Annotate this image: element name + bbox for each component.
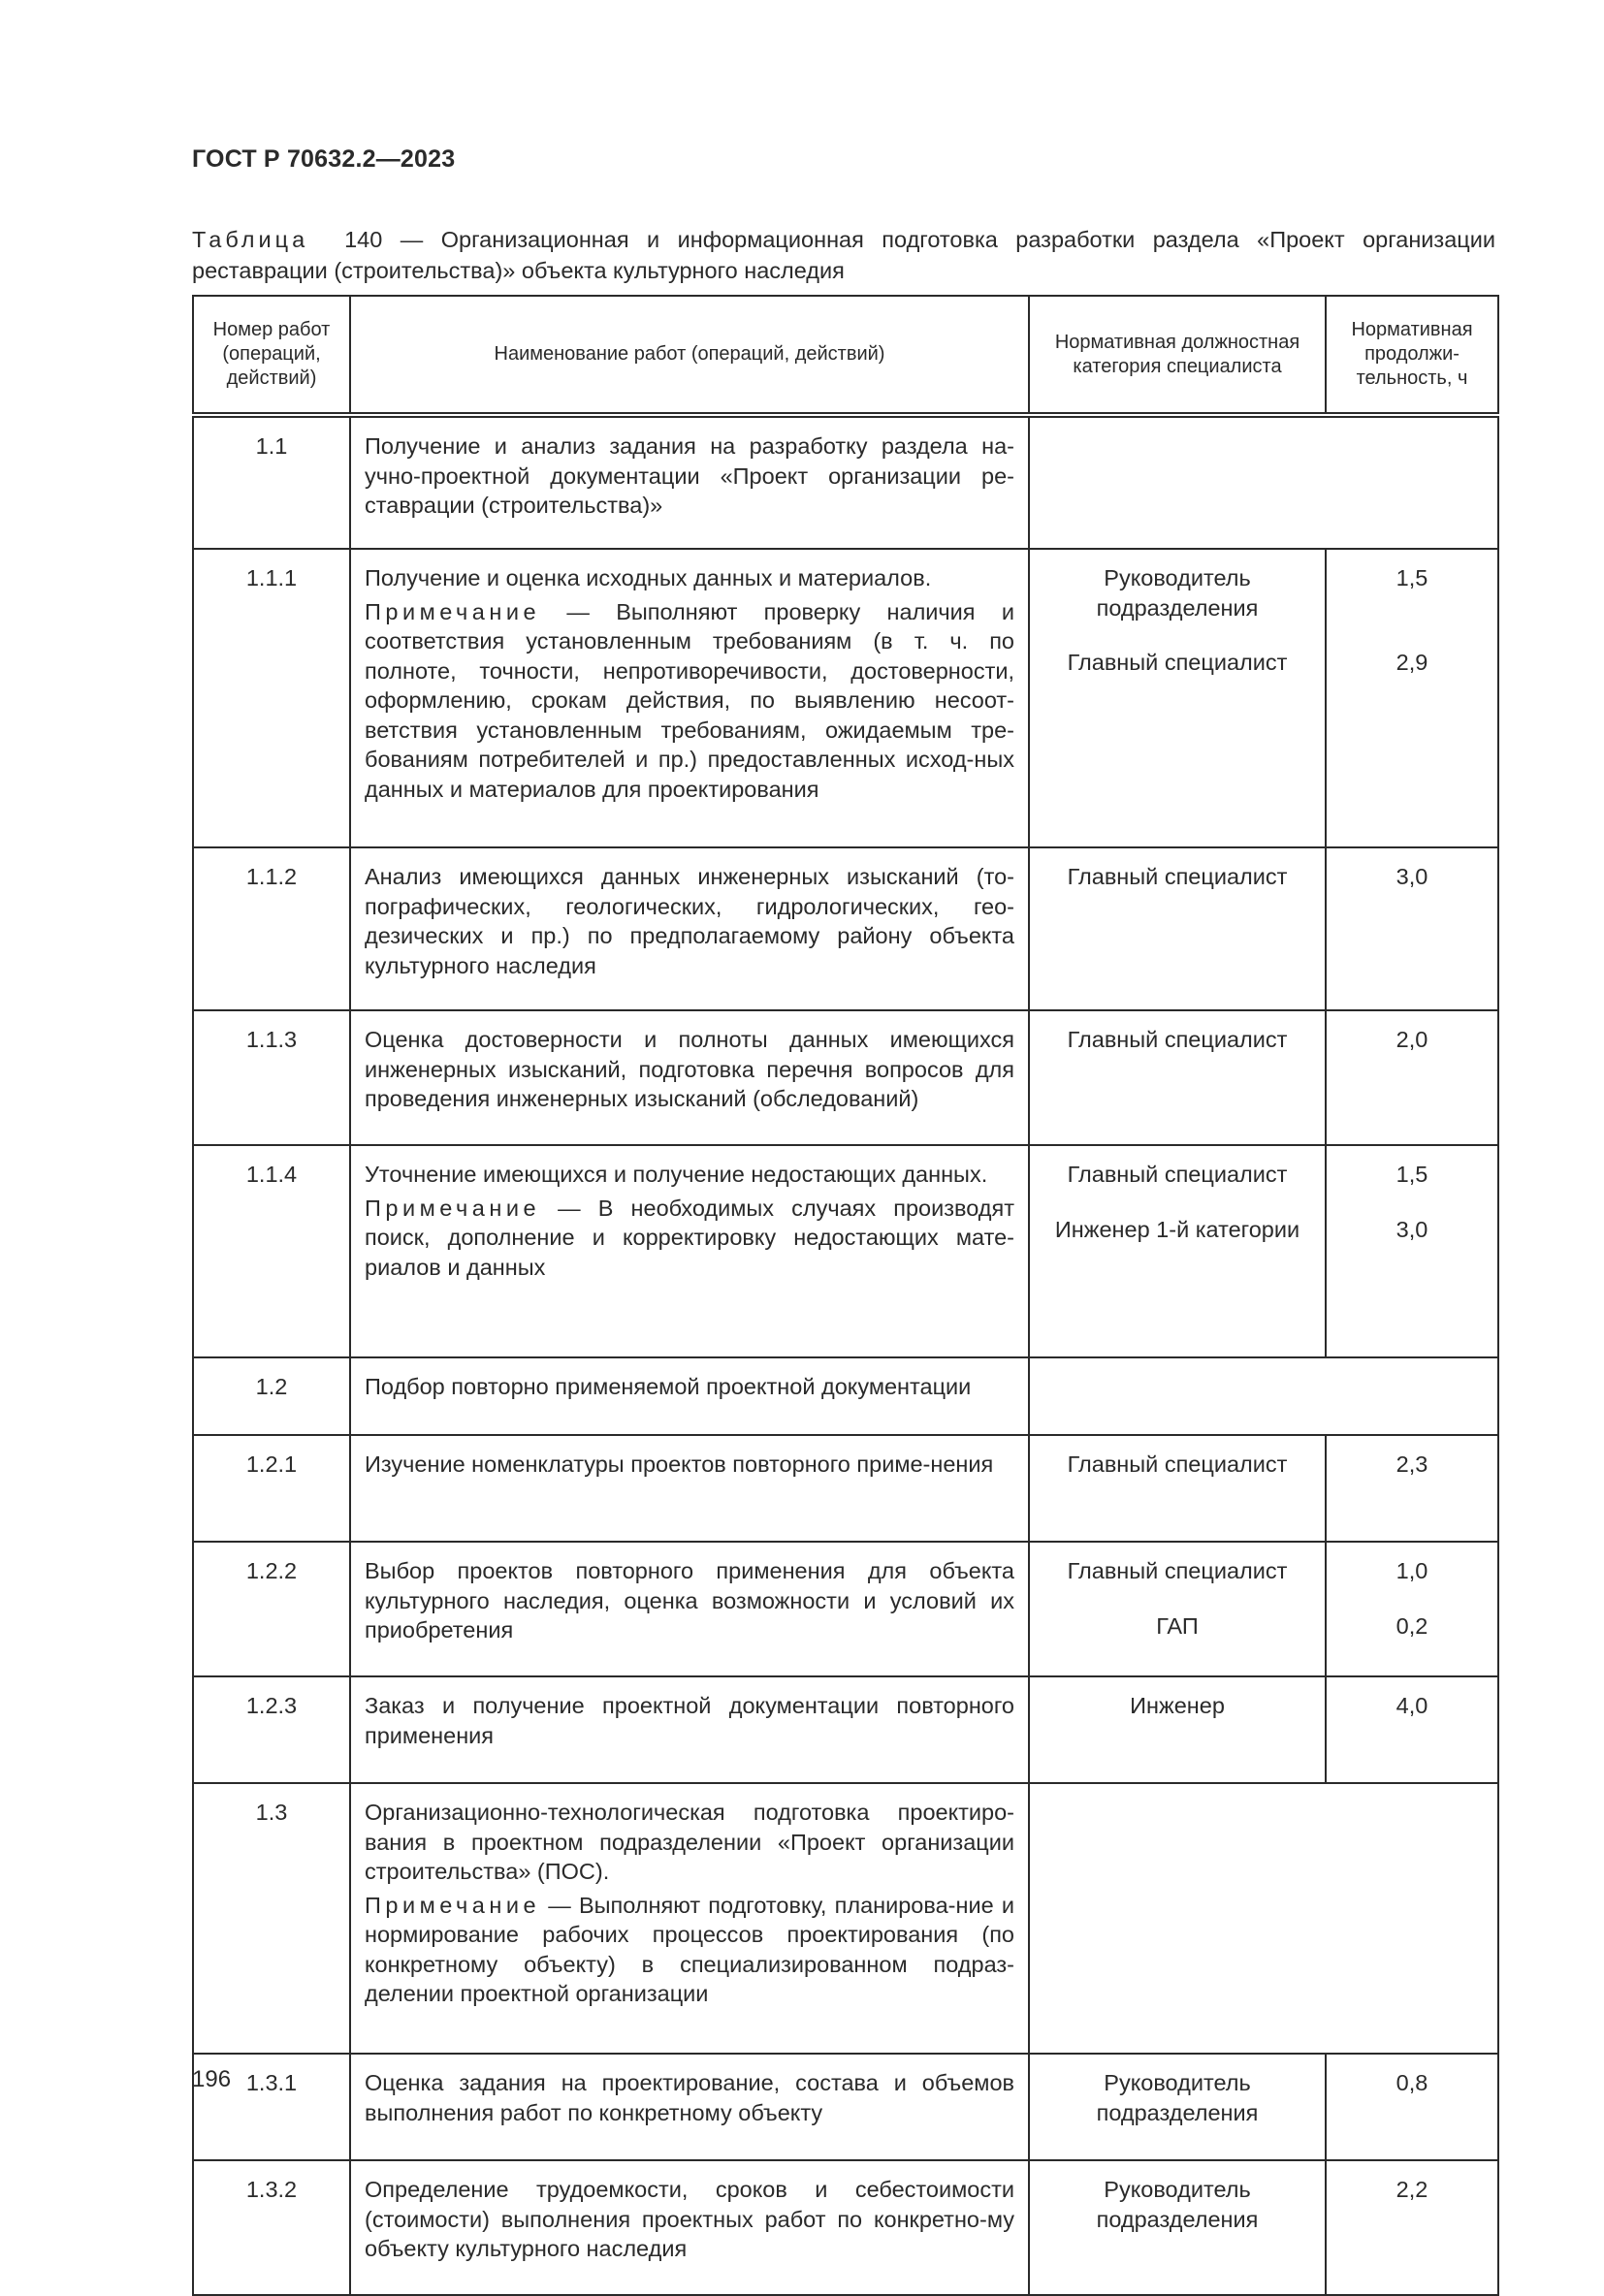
column-header-number-text: Номер работ (операций, действий): [212, 319, 331, 389]
duration-hours: 2,9: [1395, 649, 1428, 675]
specialist-category: Инженер: [1130, 1693, 1225, 1718]
duration-cell: [1326, 1435, 1498, 1542]
document-header: ГОСТ Р 70632.2—2023: [192, 145, 456, 173]
duration-hours: 3,0: [1395, 1216, 1428, 1242]
column-header-name-text: Наименование работ (операций, действий): [494, 343, 885, 365]
work-number: 1.3: [255, 1800, 288, 1825]
work-number: 1.2.3: [245, 1693, 298, 1718]
column-header-category: [1029, 296, 1326, 415]
work-name-cell: [350, 1357, 1029, 1435]
specialist-category-cell: [1029, 1676, 1326, 1783]
work-name-cell: [350, 2054, 1029, 2160]
specialist-category: Главный специалист: [1067, 1451, 1288, 1477]
note-label: Примечание: [365, 598, 541, 624]
table-row: [193, 2160, 1498, 2295]
work-number-cell: [193, 1542, 350, 1676]
work-number-cell: [193, 1676, 350, 1783]
work-name: Организационно-технологическая подготовка проектиро-вания в проектном подразделении «Проект организации строительства» (ПОС).: [365, 1800, 1014, 1884]
specialist-category-cell: [1029, 1010, 1326, 1145]
duration-cell: [1326, 1010, 1498, 1145]
note-text: — В необходимых случаях производят поиск, дополнение и корректировку недостающих мате-риалов и данных: [365, 1195, 1014, 1280]
table-row: [193, 549, 1498, 847]
specialist-category-cell: [1029, 1145, 1326, 1357]
note-text: — Выполняют проверку наличия и соответствия установленным требованиям (в т. ч. по полноте, точности, непротиворечивости, достоверности, оформлению, срокам действия, по выявлению несоот-ветствия установленным требованиям, ожидаемым тре-бованиям потребителей и пр.) предоставленных исход-ных данных и материалов для проектирования: [365, 598, 1014, 802]
work-name-cell: [350, 2160, 1029, 2295]
work-name: Изучение номенклатуры проектов повторного приме-нения: [365, 1451, 994, 1477]
table-row: [193, 1435, 1498, 1542]
empty-merged-cell: [1029, 415, 1498, 549]
specialist-category-cell: [1029, 2054, 1326, 2160]
work-number-cell: [193, 1145, 350, 1357]
table-row: [193, 847, 1498, 1010]
work-name: Уточнение имеющихся и получение недостающих данных.: [365, 1162, 988, 1187]
table-row: [193, 1676, 1498, 1783]
specialist-category: Главный специалист: [1067, 1162, 1288, 1187]
duration-hours: 2,0: [1395, 1027, 1428, 1052]
duration-hours: 3,0: [1395, 864, 1428, 889]
table-row: [193, 1145, 1498, 1357]
work-name-cell: [350, 549, 1029, 847]
work-name-cell: [350, 847, 1029, 1010]
work-note: [365, 1194, 1014, 1283]
column-header-name: [350, 296, 1029, 415]
work-name: Заказ и получение проектной документации повторного применения: [365, 1693, 1014, 1748]
duration-cell: [1326, 2160, 1498, 2295]
work-number: 1.1.1: [245, 565, 298, 590]
duration-cell: [1326, 549, 1498, 847]
duration-hours: 1,5: [1395, 565, 1428, 590]
work-name-cell: [350, 1010, 1029, 1145]
specialist-category-cell: [1029, 549, 1326, 847]
work-number-cell: [193, 847, 350, 1010]
specialist-category: Главный специалист: [1067, 650, 1288, 675]
duration-cell: [1326, 847, 1498, 1010]
specialist-category-cell: [1029, 847, 1326, 1010]
table-row: [193, 415, 1498, 549]
work-name: Определение трудоемкости, сроков и себестоимости (стоимости) выполнения проектных работ по конкретно-му объекту культурного наследия: [365, 2177, 1014, 2261]
work-number-cell: [193, 1357, 350, 1435]
duration-hours: 0,8: [1395, 2070, 1428, 2095]
work-number-cell: [193, 1010, 350, 1145]
work-number: 1.2.1: [245, 1451, 298, 1477]
specialist-category: Главный специалист: [1067, 864, 1288, 889]
work-name: Подбор повторно применяемой проектной документации: [365, 1374, 972, 1399]
work-name: Получение и оценка исходных данных и материалов.: [365, 565, 932, 590]
specialist-category: Руководитель подразделения: [1096, 2070, 1259, 2125]
work-number: 1.2.2: [245, 1558, 298, 1583]
work-name: Выбор проектов повторного применения для объекта культурного наследия, оценка возможности и условий их приобретения: [365, 1558, 1014, 1642]
specialist-category-cell: [1029, 1435, 1326, 1542]
specialist-category: Главный специалист: [1067, 1027, 1288, 1052]
table-body: [193, 415, 1498, 2295]
column-header-duration: [1326, 296, 1498, 415]
column-header-number: [193, 296, 350, 415]
duration-hours: 1,0: [1395, 1558, 1428, 1583]
note-label: Примечание: [365, 1195, 541, 1221]
duration-cell: [1326, 2054, 1498, 2160]
works-table: [192, 295, 1499, 2296]
table-row: [193, 1542, 1498, 1676]
work-name-cell: [350, 1145, 1029, 1357]
column-header-duration-text: Нормативная продолжи-тельность, ч: [1351, 319, 1473, 389]
duration-hours: 1,5: [1395, 1162, 1428, 1187]
work-number: 1.2: [255, 1374, 288, 1399]
work-note: [365, 597, 1014, 805]
work-number: 1.1.3: [245, 1027, 298, 1052]
table-header-row: [193, 296, 1498, 415]
table-row: [193, 2054, 1498, 2160]
duration-cell: [1326, 1145, 1498, 1357]
page-number: 196: [192, 2066, 232, 2092]
work-name: Получение и анализ задания на разработку раздела на-учно-проектной документации «Проект организации ре-ставрации (строительства)»: [365, 433, 1014, 518]
work-note: [365, 1891, 1014, 2009]
specialist-category: Инженер 1-й категории: [1054, 1216, 1300, 1242]
work-number-cell: [193, 415, 350, 549]
work-name-cell: [350, 1676, 1029, 1783]
specialist-category: Главный специалист: [1067, 1558, 1288, 1583]
table-caption-label: Таблица: [192, 227, 309, 252]
work-number-cell: [193, 1435, 350, 1542]
work-name-cell: [350, 415, 1029, 549]
work-number: 1.3.2: [245, 2177, 298, 2202]
work-name: Оценка задания на проектирование, состава и объемов выполнения работ по конкретному объекту: [365, 2070, 1014, 2125]
work-name-cell: [350, 1783, 1029, 2054]
duration-cell: [1326, 1542, 1498, 1676]
work-name-cell: [350, 1542, 1029, 1676]
table-row: [193, 1783, 1498, 2054]
work-number-cell: [193, 549, 350, 847]
duration-hours: 2,3: [1395, 1451, 1428, 1477]
table-caption: [192, 224, 1495, 286]
duration-hours: 4,0: [1395, 1693, 1428, 1718]
work-number: 1.1: [255, 433, 288, 459]
table-row: [193, 1357, 1498, 1435]
specialist-category: Руководитель подразделения: [1096, 2177, 1259, 2232]
work-number-cell: [193, 2160, 350, 2295]
work-name: Анализ имеющихся данных инженерных изысканий (то-пографических, геологических, гидрологических, гео-дезических и пр.) по предполагаемому району объекта культурного наследия: [365, 864, 1014, 978]
table-caption-text: 140 — Организационная и информационная подготовка разработки раздела «Проект организации реставрации (строительства)» объекта культурного наследия: [192, 227, 1495, 283]
work-name: Оценка достоверности и полноты данных имеющихся инженерных изысканий, подготовка перечня вопросов для проведения инженерных изысканий (обследований): [365, 1027, 1014, 1111]
specialist-category-cell: [1029, 2160, 1326, 2295]
work-number: 1.1.2: [245, 864, 298, 889]
note-label: Примечание: [365, 1892, 541, 1918]
specialist-category-cell: [1029, 1542, 1326, 1676]
duration-cell: [1326, 1676, 1498, 1783]
table-row: [193, 1010, 1498, 1145]
work-number-cell: [193, 1783, 350, 2054]
work-name-cell: [350, 1435, 1029, 1542]
work-number: 1.1.4: [245, 1162, 298, 1187]
note-text: — Выполняют подготовку, планирова-ние и нормирование рабочих процессов проектирования (по конкретному объекту) в специализированном подраз-делении проектной организации: [365, 1892, 1015, 2006]
work-number: 1.3.1: [245, 2070, 298, 2095]
duration-hours: 0,2: [1395, 1612, 1428, 1639]
empty-merged-cell: [1029, 1783, 1498, 2054]
specialist-category: Руководитель подразделения: [1096, 565, 1259, 621]
specialist-category: ГАП: [1156, 1612, 1199, 1639]
empty-merged-cell: [1029, 1357, 1498, 1435]
duration-hours: 2,2: [1395, 2177, 1428, 2202]
column-header-category-text: Нормативная должностная категория специалиста: [1054, 331, 1300, 377]
